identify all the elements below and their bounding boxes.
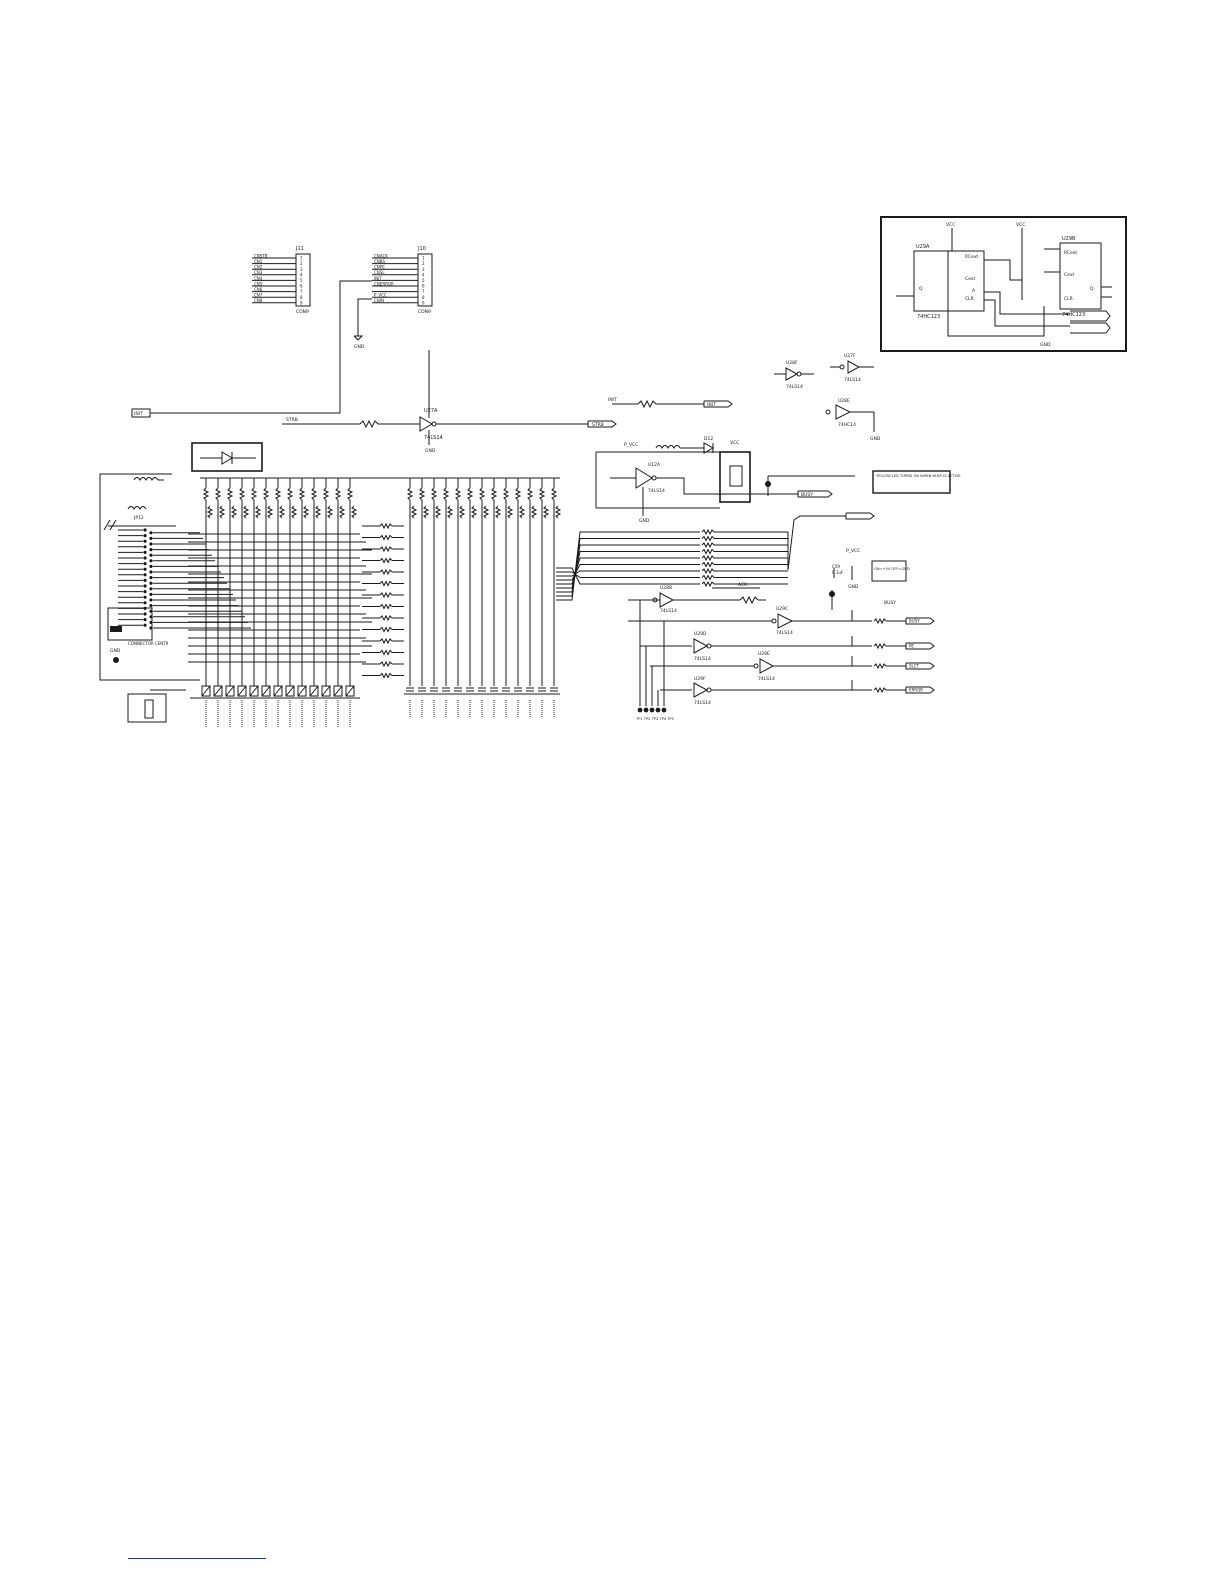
gate-u28e-ref: U28E: [838, 399, 850, 404]
gate-u29d-part: 74LS14: [694, 657, 711, 662]
status-resistors: [852, 611, 906, 692]
grid-series-resistor: [544, 506, 548, 518]
grid-series-resistor: [352, 506, 356, 518]
connector-pin-number: 2: [300, 261, 303, 267]
label-init-out: INIT: [707, 403, 716, 408]
test-point: [638, 708, 643, 713]
grid-capacitor-mark: [322, 686, 330, 696]
data-bus-lines: [556, 513, 874, 600]
connector-net-label: CNERROR: [374, 281, 394, 287]
grid-series-resistor: [424, 506, 428, 518]
grid-series-resistor: [380, 582, 392, 586]
grid-pullup-resistor: [276, 488, 280, 500]
oneshot-part-b: 74HC123: [1062, 312, 1086, 318]
gate-u29d-ref: U29D: [694, 632, 707, 637]
grid-pullup-resistor: [468, 488, 472, 500]
grid-series-resistor: [316, 506, 320, 518]
centronics-pin: [143, 573, 146, 576]
grid-series-resistor: [380, 628, 392, 632]
grid-capacitor-mark: [310, 686, 318, 696]
grid-capacitor-mark: [346, 686, 354, 696]
connector-pin-number: 8: [300, 294, 303, 300]
status-resistor: [874, 644, 886, 648]
connector-pin-number: 5: [422, 278, 425, 283]
connector-net-label: CNACK: [374, 253, 388, 259]
label-test-points: TP1 TP2 TP3 TP4 TP5: [636, 717, 674, 721]
grid-pullup-resistor: [312, 488, 316, 500]
centronics-pin: [149, 554, 152, 557]
oneshot-gnd: GND: [1040, 343, 1051, 348]
label-gnd-u28e: GND: [870, 437, 881, 442]
status-drivers: [628, 561, 906, 706]
gate-u28f-ref: U28F: [786, 361, 798, 366]
label-gnd-centronics: GND: [110, 649, 121, 654]
connector-j11-rows: [252, 253, 303, 305]
oneshot-u29a-ref: U29A: [916, 244, 930, 250]
grid-pullup-resistor: [552, 488, 556, 500]
grid-capacitor-mark: [250, 686, 258, 696]
connector-net-label: CNBS: [374, 259, 385, 264]
centronics-pin: [149, 576, 152, 579]
label-strb-out: STRB: [592, 423, 604, 428]
data-bus-resistor: [702, 530, 714, 534]
label-pvcc-led: P_VCC: [624, 443, 639, 448]
centronics-pin: [143, 562, 146, 565]
grid-pullup-resistor: [252, 488, 256, 500]
centronics-pin: [143, 534, 146, 537]
oneshot-u29b-ref: U29B: [1062, 236, 1076, 242]
connector-pin-number: 8: [422, 294, 425, 300]
data-bus-resistor: [702, 543, 714, 547]
centronics-pin: [149, 610, 152, 613]
centronics-pin: [149, 598, 152, 601]
grid-pullup-resistor: [348, 488, 352, 500]
grid-pullup-resistor: [324, 488, 328, 500]
oneshot-vcc-b: VCC: [1016, 223, 1026, 228]
connector-pin-number: 3: [300, 266, 303, 272]
connector-pin-number: 9: [300, 300, 303, 306]
label-busy-out-led: BUSY: [801, 493, 813, 498]
data-bus-resistor: [702, 550, 714, 554]
grid-series-resistor: [484, 506, 488, 518]
gate-u27f-part: 74LS14: [844, 378, 861, 383]
connector-jp12-ref: JP12: [134, 516, 144, 521]
connector-net-label: CN1: [254, 259, 263, 264]
grid-series-resistor: [496, 506, 500, 518]
centronics-pin: [143, 579, 146, 582]
output-ports: [906, 618, 934, 693]
oneshot-part-a: 74HC123: [917, 314, 941, 320]
test-point: [656, 708, 661, 713]
centronics-pin: [149, 565, 152, 568]
connector-pin-number: 5: [300, 278, 303, 283]
grid-series-resistor: [380, 536, 392, 540]
connector-net-label: CN7: [254, 292, 263, 298]
label-init-net: INIT: [608, 398, 617, 403]
connector-net-label: CN5: [254, 281, 263, 287]
status-output-label: ERROR: [909, 687, 924, 693]
grid-pullup-resistor: [204, 488, 208, 500]
grid-series-resistor: [328, 506, 332, 518]
grid-series-resistor: [380, 639, 392, 643]
grid-series-resistor: [460, 506, 464, 518]
grid-series-resistor: [436, 506, 440, 518]
connector-pin-number: 1: [422, 255, 425, 261]
gate-u29e-ref: U29E: [758, 652, 770, 657]
grid-series-resistor: [256, 506, 260, 518]
grid-pullup-resistor: [408, 488, 412, 500]
label-cap-ref: C59: [832, 564, 840, 569]
grid-series-resistor: [508, 506, 512, 518]
gate-u28f-part: 74LS14: [786, 385, 803, 390]
gate-u29c-part: 74LS14: [776, 631, 793, 636]
grid-series-resistor: [412, 506, 416, 518]
oneshot-block: [880, 217, 1126, 351]
label-ack-net: ACK: [738, 583, 748, 588]
connector-net-label: CN8: [254, 298, 263, 304]
centronics-pin: [143, 584, 146, 587]
centronics-connector: [100, 474, 200, 722]
connector-net-label: CNPE: [374, 264, 385, 270]
gate-u28e-part: 74HC14: [838, 423, 856, 428]
centronics-pin: [149, 626, 152, 629]
grid-pullup-resistor: [264, 488, 268, 500]
grid-pullup-resistor: [336, 488, 340, 500]
grid-capacitor-mark: [286, 686, 294, 696]
connector-j10-rows: [372, 253, 425, 305]
centronics-pin: [149, 531, 152, 534]
label-diode-d12: D12: [704, 437, 714, 442]
grid-series-resistor: [448, 506, 452, 518]
data-bus-port: [846, 513, 874, 519]
grid-series-resistor: [220, 506, 224, 518]
connector-j11: [296, 254, 310, 306]
grid-series-resistor: [520, 506, 524, 518]
grid-series-resistor: [340, 506, 344, 518]
oneshot-b-q: Q: [1090, 287, 1094, 292]
gate-u27f-ref: U27F: [844, 354, 856, 359]
connector-pin-number: 4: [300, 272, 303, 278]
gate-u29c-ref: U29C: [776, 607, 789, 612]
data-bus-resistor: [702, 537, 714, 541]
grid-series-resistor: [268, 506, 272, 518]
centronics-pin: [143, 590, 146, 593]
grid-series-resistor: [380, 570, 392, 574]
grid-pullup-resistor: [288, 488, 292, 500]
grid-series-resistor: [304, 506, 308, 518]
status-resistor: [874, 688, 886, 692]
resistor-grid: [188, 478, 560, 728]
data-bus-resistor: [702, 576, 714, 580]
gate-u27a-ref: U27A: [424, 408, 438, 414]
grid-series-resistor: [532, 506, 536, 518]
centronics-pin: [143, 528, 146, 531]
grid-pullup-resistor: [540, 488, 544, 500]
grid-pullup-resistor: [480, 488, 484, 500]
grid-series-resistor: [472, 506, 476, 518]
grid-pullup-resistor: [228, 488, 232, 500]
connector-net-label: CN2: [254, 264, 263, 270]
oneshot-vcc-a: VCC: [946, 223, 956, 228]
grid-series-resistor: [380, 651, 392, 655]
gate-u29f-part: 74LS14: [694, 701, 711, 706]
gate-u28b-part: 74LS14: [660, 609, 677, 614]
grid-series-resistor: [280, 506, 284, 518]
oneshot-b-clr: CLR: [1064, 297, 1073, 302]
grid-capacitor-mark: [214, 686, 222, 696]
centronics-pin: [143, 624, 146, 627]
label-gnd-cap: GND: [848, 585, 859, 590]
label-gnd-u12a: GND: [639, 519, 650, 524]
grid-pullup-resistor: [216, 488, 220, 500]
connector-j10-ref: J10: [418, 246, 426, 252]
grid-capacitor-mark: [238, 686, 246, 696]
connector-j11-ref: J11: [296, 246, 304, 252]
test-point: [644, 708, 649, 713]
grid-series-resistor: [208, 506, 212, 518]
centronics-pin: [149, 621, 152, 624]
grid-series-resistor: [380, 662, 392, 666]
strb-buffer: [282, 350, 732, 445]
centronics-pin: [143, 568, 146, 571]
centronics-pin: [149, 548, 152, 551]
connector-pin-number: 9: [422, 300, 425, 306]
grid-series-resistor: [380, 559, 392, 563]
grid-pullup-resistor: [240, 488, 244, 500]
gate-u12a-part: 74LS14: [648, 489, 665, 494]
grid-series-resistor: [380, 593, 392, 597]
label-busy-net: BUSY: [884, 601, 896, 606]
connector-net-label: CN4: [254, 275, 263, 281]
connector-net-label: CNSL: [374, 270, 385, 276]
grid-series-resistor: [380, 674, 392, 678]
grid-pullup-resistor: [492, 488, 496, 500]
connector-net-label: CNIN: [374, 298, 384, 304]
gate-u28b-ref: U28B: [660, 586, 673, 591]
connector-pin-number: 4: [422, 272, 425, 278]
connector-j11-part: CON9: [296, 310, 309, 315]
label-pvcc-cap: P_VCC: [846, 549, 861, 554]
oneshot-b-cext: Cext: [1064, 273, 1075, 278]
connector-net-label: P_VCC: [374, 292, 387, 298]
grid-capacitor-mark: [298, 686, 306, 696]
grid-pullup-resistor: [516, 488, 520, 500]
connector-net-label: CN3: [254, 270, 263, 276]
centronics-pin: [143, 612, 146, 615]
connector-net-label: INIT: [374, 275, 382, 281]
centronics-pin: [149, 537, 152, 540]
gate-u27a-part: 74LS14: [424, 435, 443, 441]
centronics-pin: [149, 615, 152, 618]
connector-pin-number: 7: [300, 289, 303, 295]
grid-pullup-resistor: [420, 488, 424, 500]
connector-pin-number: 2: [422, 261, 425, 267]
status-output-label: BUSY: [909, 618, 920, 624]
label-gnd-u27a: GND: [425, 449, 436, 454]
note-yellow-led: YELLOW LED TURNS ON WHEN BUSY IS ACTIVE: [876, 474, 961, 478]
centronics-pin: [143, 601, 146, 604]
grid-series-resistor: [380, 605, 392, 609]
grid-pullup-resistor: [444, 488, 448, 500]
grid-series-resistor: [380, 616, 392, 620]
centronics-pin: [149, 582, 152, 585]
footer-link-rule: [128, 1558, 266, 1559]
test-point: [650, 708, 655, 713]
grid-capacitor-mark: [226, 686, 234, 696]
gate-u29e-part: 74LS14: [758, 677, 775, 682]
connector-pin-number: 6: [300, 283, 303, 289]
connector-jp12-part: CONNECTOR CENTR: [128, 641, 169, 646]
test-point: [662, 708, 667, 713]
connector-j10: [132, 254, 432, 417]
grid-pullup-resistor: [456, 488, 460, 500]
centronics-pin: [143, 556, 146, 559]
label-strb: STRB: [286, 418, 298, 423]
grid-series-resistor: [232, 506, 236, 518]
label-gnd-j10: GND: [354, 345, 365, 350]
centronics-pin: [149, 593, 152, 596]
grid-pullup-resistor: [300, 488, 304, 500]
centronics-pin: [143, 545, 146, 548]
connector-net-label: CN6: [254, 287, 263, 292]
oneshot-pin-q: Q: [919, 287, 923, 292]
label-init-port: INIT: [134, 412, 143, 417]
status-resistor: [874, 619, 886, 623]
status-output-label: SLCT: [909, 663, 920, 669]
label-cap-val: 0.1uF: [832, 570, 844, 575]
data-bus-resistor: [702, 569, 714, 573]
oneshot-pin-rcext: RCext: [965, 255, 979, 260]
centronics-pin: [149, 542, 152, 545]
grid-series-resistor: [292, 506, 296, 518]
note-jumper: ON=+5V OFF=GND: [874, 567, 910, 571]
grid-series-resistor: [244, 506, 248, 518]
connector-pin-number: 1: [300, 255, 303, 261]
grid-series-resistor: [556, 506, 560, 518]
connector-pin-number: 6: [422, 283, 425, 289]
grid-pullup-resistor: [528, 488, 532, 500]
oneshot-pin-a: A: [972, 289, 976, 294]
test-point-dots: [638, 708, 667, 713]
grid-capacitor-mark: [202, 686, 210, 696]
data-bus-resistor: [702, 582, 714, 586]
data-bus-resistor: [702, 563, 714, 567]
centronics-pin: [149, 587, 152, 590]
centronics-pin: [143, 596, 146, 599]
connector-net-label: CNSTB: [254, 253, 268, 259]
gate-u12a-ref: U12A: [648, 463, 661, 468]
centronics-pin: [143, 551, 146, 554]
grid-series-resistor: [380, 547, 392, 551]
connector-pin-number: 7: [422, 289, 425, 295]
oneshot-pin-clr: CLR: [965, 297, 974, 302]
data-bus-resistor: [702, 556, 714, 560]
centronics-pin: [149, 559, 152, 562]
connector-j10-part: CON9: [418, 310, 431, 315]
small-gates: [774, 361, 874, 432]
label-vcc-led: VCC: [730, 441, 740, 446]
busy-led-driver: [192, 443, 950, 516]
connector-pin-number: 3: [422, 266, 425, 272]
centronics-pin: [149, 570, 152, 573]
gate-u29f-ref: U29F: [694, 677, 706, 682]
oneshot-b-rcext: RCext: [1064, 251, 1078, 256]
data-bus-line: [788, 516, 846, 570]
grid-pullup-resistor: [504, 488, 508, 500]
grid-capacitor-mark: [262, 686, 270, 696]
grid-capacitor-mark: [274, 686, 282, 696]
centronics-pin: [143, 618, 146, 621]
grid-pullup-resistor: [432, 488, 436, 500]
status-output-label: PE: [909, 643, 914, 649]
centronics-pin: [149, 604, 152, 607]
status-resistor: [874, 664, 886, 668]
oneshot-pin-cext: Cext: [965, 277, 976, 282]
centronics-pin: [143, 540, 146, 543]
centronics-pin: [143, 607, 146, 610]
grid-series-resistor: [380, 524, 392, 528]
grid-capacitor-mark: [334, 686, 342, 696]
